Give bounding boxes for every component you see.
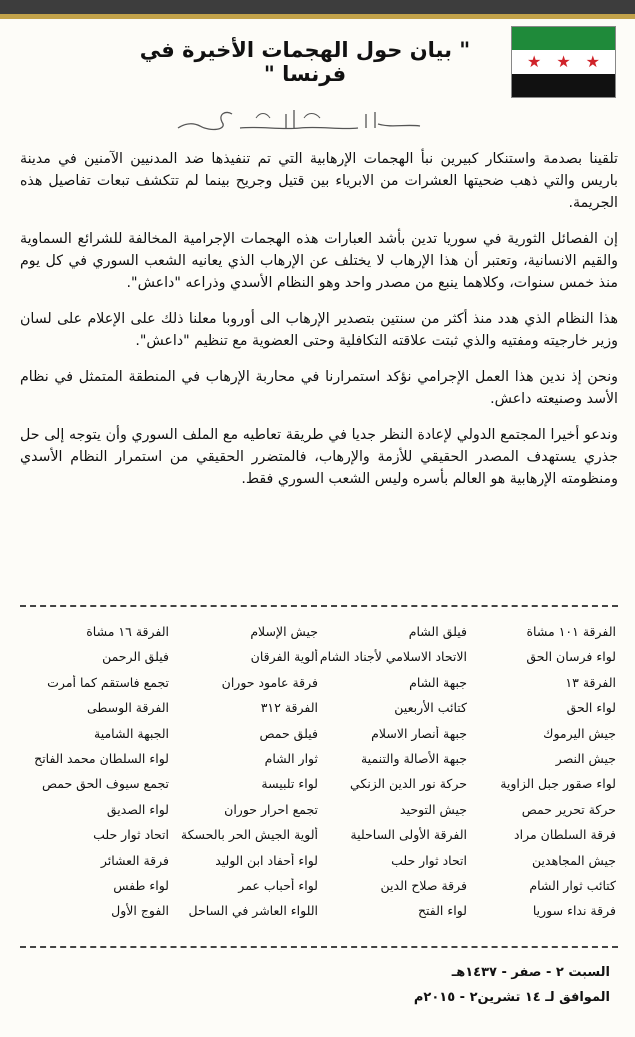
- faction-name: لواء الحق: [566, 700, 616, 716]
- faction-name: فرقة عامود حوران: [221, 674, 318, 690]
- faction-name: لواء الصديق: [106, 801, 169, 817]
- faction-name: تجمع احرار حوران: [224, 801, 318, 817]
- syrian-revolution-flag: [511, 26, 616, 98]
- faction-name: لواء فرسان الحق: [526, 649, 616, 665]
- faction-name: جبهة الشام: [409, 674, 467, 690]
- faction-name: جيش النصر: [555, 750, 616, 766]
- top-dark-bar: [0, 0, 635, 14]
- flag-green-band: [512, 27, 615, 50]
- flag-white-band: [512, 50, 615, 73]
- flag-black-band: [512, 74, 615, 97]
- divider-top: [20, 605, 618, 607]
- faction-name: اتحاد ثوار حلب: [93, 827, 169, 843]
- star-icon: ★: [585, 51, 600, 71]
- basmala-calligraphy: [170, 104, 430, 138]
- faction-name: لواء السلطان محمد الفاتح: [34, 750, 169, 766]
- faction-name: الفرقة الأولى الساحلية: [350, 827, 467, 843]
- faction-name: الجبهة الشامية: [94, 725, 169, 741]
- star-icon: ★: [556, 51, 571, 71]
- faction-name: فرقة نداء سوريا: [532, 903, 616, 919]
- paragraph: ونحن إذ ندين هذا العمل الإجرامي نؤكد استمرارنا في محاربة الإرهاب في المنطقة المتمثل في نظام الأسد وصنيعته داعش.: [20, 369, 618, 407]
- faction-name: الفرقة الوسطى: [86, 700, 169, 716]
- faction-name: كتائب ثوار الشام: [529, 877, 616, 893]
- faction-name: الفرقة ١٣: [565, 674, 616, 690]
- faction-name: جيش التوحيد: [400, 801, 467, 817]
- date-hijri: السبت ٢ - صفر - ١٤٣٧هـ: [451, 965, 610, 980]
- faction-name: ألوية الفرقان: [250, 649, 318, 665]
- faction-name: الفرقة ١٦ مشاة: [86, 624, 169, 639]
- faction-name: لواء الفتح: [417, 903, 467, 919]
- date-gregorian: الموافق لـ ١٤ تشرين٢ - ٢٠١٥م: [413, 990, 610, 1005]
- faction-name: لواء تلبيسة: [261, 776, 318, 792]
- statement-body: [20, 148, 618, 504]
- faction-name: جيش اليرموك: [543, 725, 616, 741]
- faction-name: تجمع فاستقم كما أمرت: [47, 674, 169, 690]
- paragraph: هذا النظام الذي هدد منذ أكثر من سنتين بتصدير الإرهاب الى أوروبا معلنا ذلك على الإعلام على لسان وزير خارجيته ومفتيه والذي ثبتت علاقته التكافلية وحتى العضوية مع تنظيم "داعش".: [20, 311, 618, 349]
- faction-name: جبهة أنصار الاسلام: [371, 725, 467, 741]
- faction-name: فيلق الرحمن: [102, 649, 169, 665]
- signatory-factions-grid: [22, 624, 618, 929]
- faction-name: فرقة السلطان مراد: [514, 827, 616, 843]
- faction-name: لواء أحباب عمر: [238, 877, 318, 893]
- faction-name: جيش الإسلام: [250, 624, 318, 639]
- star-icon: ★: [526, 51, 542, 71]
- paragraph: تلقينا بصدمة واستنكار كبيرين نبأ الهجمات الإرهابية التي تم تنفيذها ضد المدنيين الآمنين في مدينة باريس والتي ذهب ضحيتها العشرات من الابرياء بين قتيل وجريح بينما لم تتكشف تبعات تفاصيل هذه الجريمة.: [20, 151, 618, 211]
- faction-name: الفرقة ١٠١ مشاة: [526, 624, 616, 639]
- faction-name: جيش المجاهدين: [532, 852, 616, 868]
- faction-name: تجمع سيوف الحق حمص: [41, 776, 169, 792]
- divider-bottom: [20, 946, 618, 948]
- faction-name: ثوار الشام: [264, 750, 318, 766]
- paragraph: إن الفصائل الثورية في سوريا تدين بأشد العبارات هذه الهجمات الإجرامية المخالفة للشرائع السماوية والقيم الانسانية، وتعتبر أن هذا الإرهاب لا يختلف عن الإرهاب الذي يعانيه الشعب السوري في كل يوم منذ خمس سنوات، وكلاهما ينبع من مصدر واحد وهو النظام الأسدي وذراعه "داعش".: [20, 231, 618, 291]
- faction-name: الفوج الأول: [111, 903, 169, 919]
- faction-name: فرقة العشائر: [100, 852, 169, 868]
- faction-name: الاتحاد الاسلامي لأجناد الشام: [320, 649, 467, 665]
- faction-name: فرقة صلاح الدين: [380, 877, 467, 893]
- paragraph: وندعو أخيرا المجتمع الدولي لإعادة النظر جديا في طريقة تعاطيه مع الملف السوري وأن يتوجه إلى حل جذري يستهدف المصدر الحقيقي للأزمة والإرهاب، فالمتضرر الحقيقي من استمرار النظام الأسدي ومنظومته الإرهابية هو العالم بأسره وليس الشعب السوري فقط.: [20, 427, 618, 487]
- faction-name: لواء أحفاد ابن الوليد: [215, 852, 318, 868]
- statement-title: " بيان حول الهجمات الأخيرة في فرنسا ": [139, 38, 471, 86]
- faction-name: ألوية الجيش الحر بالحسكة: [180, 827, 318, 843]
- faction-name: الفرقة ٣١٢: [260, 700, 318, 716]
- top-gold-bar: [0, 14, 635, 19]
- faction-name: اللواء العاشر في الساحل: [188, 903, 318, 919]
- faction-name: جبهة الأصالة والتنمية: [360, 750, 467, 766]
- faction-name: فيلق حمص: [259, 725, 318, 741]
- faction-name: لواء صقور جبل الزاوية: [500, 776, 616, 792]
- faction-name: حركة تحرير حمص: [521, 801, 616, 817]
- faction-name: حركة نور الدين الزنكي: [350, 776, 467, 792]
- faction-name: فيلق الشام: [408, 624, 467, 639]
- faction-name: اتحاد ثوار حلب: [391, 852, 467, 868]
- faction-name: كتائب الأربعين: [394, 700, 467, 716]
- faction-name: لواء طفس: [113, 877, 169, 893]
